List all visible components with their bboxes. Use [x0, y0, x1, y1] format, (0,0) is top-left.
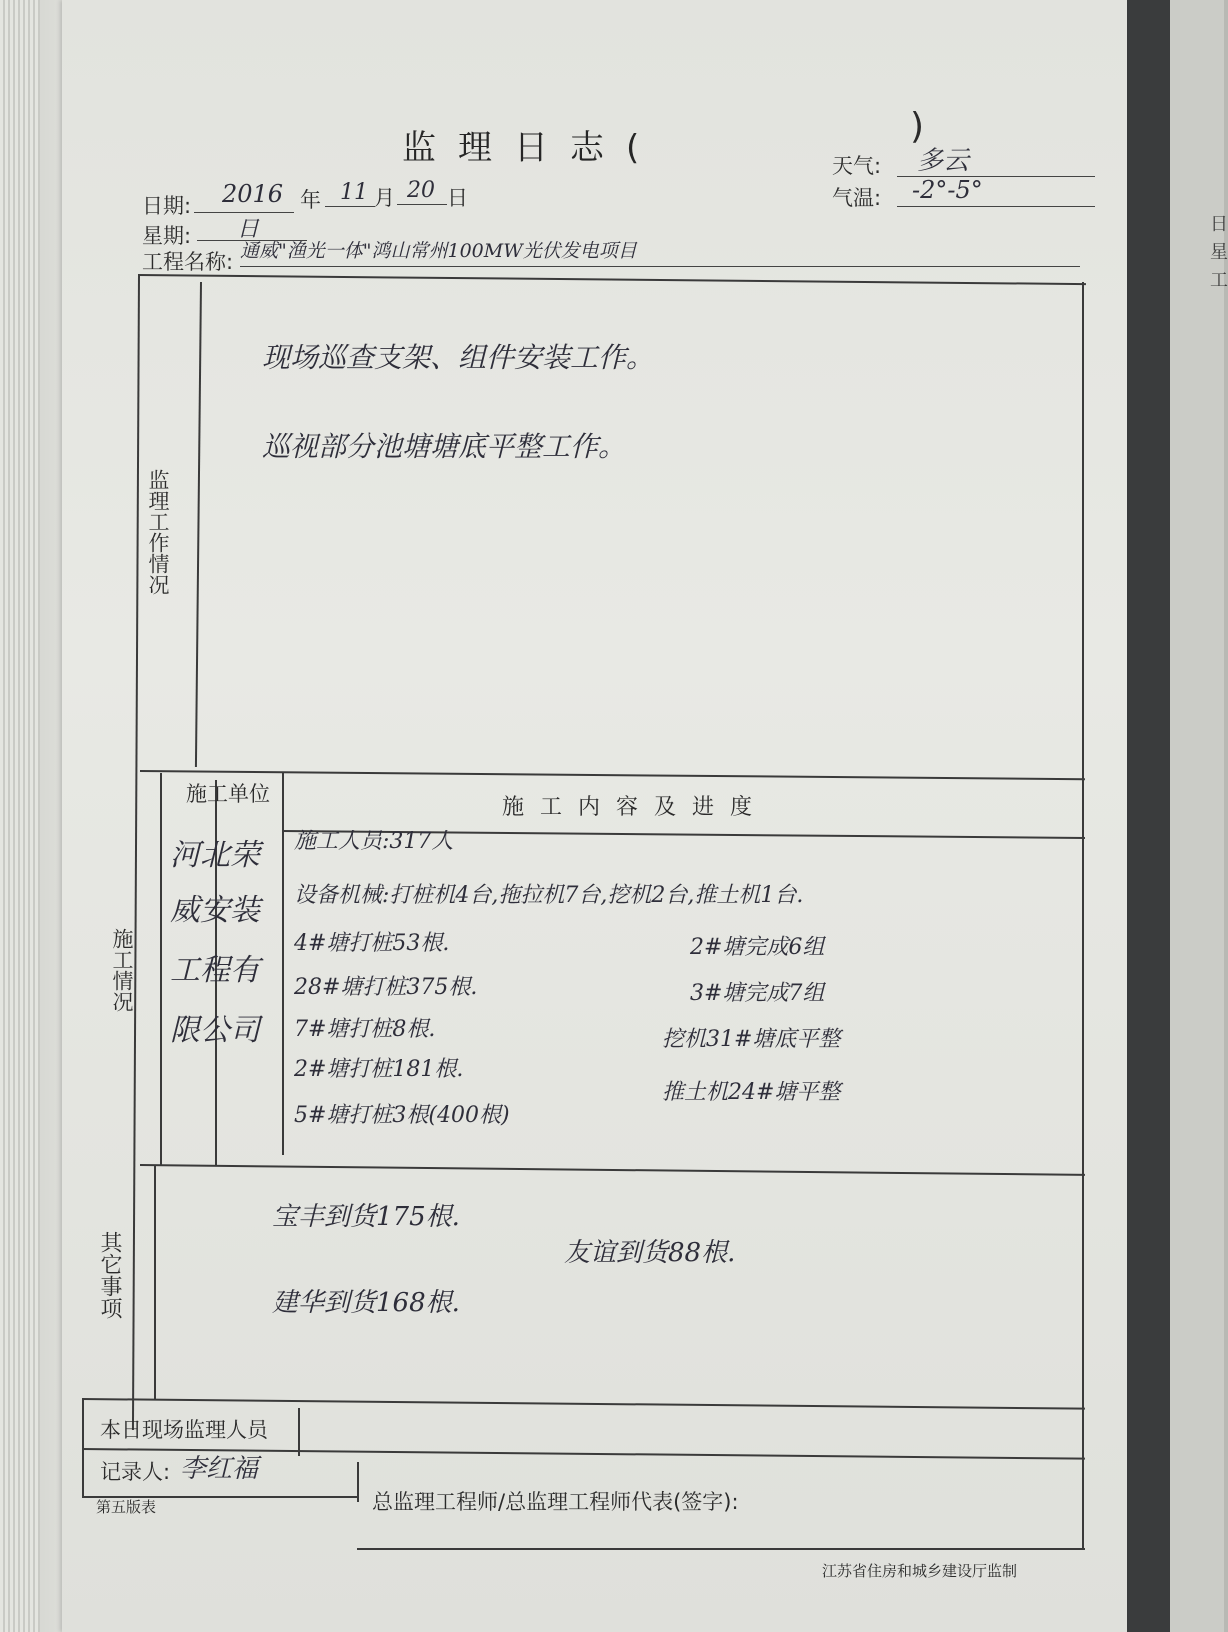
- unit-line: 工程有: [170, 953, 260, 988]
- project-value: 通威"渔光一体"鸿山常州100MW光伏发电项目: [240, 240, 637, 262]
- next-page-char: 星: [1210, 242, 1228, 263]
- stacked-page-edges: [0, 0, 40, 1632]
- progress-line: 4#塘打桩53根.: [294, 931, 450, 956]
- supervision-line: 现场巡查支架、组件安装工作。: [262, 341, 655, 374]
- chief-signature-label: 总监理工程师/总监理工程师代表(签字):: [372, 1490, 739, 1514]
- year-label: 年: [300, 188, 321, 212]
- progress-line: 设备机械:打桩机4台,拖拉机7台,挖机2台,推土机1台.: [294, 883, 804, 908]
- unit-line: 威安装: [170, 893, 260, 928]
- section-supervision-label: 监理工作情况: [146, 469, 170, 595]
- next-page-strip: [1170, 0, 1228, 1632]
- weekday-label: 星期:: [142, 224, 192, 248]
- unit-line: 河北荣: [170, 838, 260, 873]
- recorder-signature: 李红福: [180, 1454, 259, 1484]
- date-year: 2016: [222, 180, 284, 208]
- temperature-label: 气温:: [832, 186, 882, 210]
- date-month: 11: [340, 180, 368, 205]
- other-line: 宝丰到货175根.: [272, 1202, 460, 1232]
- progress-right-line: 推土机24#塘平整: [662, 1080, 841, 1105]
- project-label: 工程名称:: [142, 250, 234, 274]
- issuer-label: 江苏省住房和城乡建设厅监制: [822, 1562, 1018, 1580]
- date-day: 20: [407, 178, 435, 203]
- progress-line: 5#塘打桩3根(400根): [294, 1103, 510, 1128]
- progress-line: 2#塘打桩181根.: [294, 1057, 464, 1082]
- temperature-value: -2°-5°: [912, 176, 983, 204]
- weather-label: 天气:: [832, 154, 882, 178]
- progress-line: 7#塘打桩8根.: [294, 1017, 436, 1042]
- other-line: 建华到货168根.: [272, 1288, 460, 1318]
- next-page-char: 工: [1210, 270, 1228, 291]
- recorder-label: 记录人:: [100, 1460, 171, 1484]
- next-page-char: 日: [1210, 214, 1228, 235]
- other-right-line: 友谊到货88根.: [564, 1238, 736, 1268]
- content-header: 施工内容及进度: [502, 795, 769, 820]
- page-title: 监理日志(: [402, 128, 662, 168]
- progress-line: 28#塘打桩375根.: [294, 975, 478, 1000]
- month-label: 月: [374, 186, 395, 210]
- section-other-label: 其它事项: [97, 1231, 122, 1319]
- section-construction-label: 施工情况: [110, 928, 134, 1012]
- progress-right-line: 2#塘完成6组: [690, 935, 825, 960]
- supervision-line: 巡视部分池塘塘底平整工作。: [262, 430, 627, 463]
- progress-line: 施工人员:317人: [294, 829, 454, 854]
- edition-label: 第五版表: [96, 1498, 157, 1516]
- progress-right-line: 3#塘完成7组: [690, 981, 825, 1006]
- unit-line: 限公司: [170, 1013, 260, 1048]
- log-sheet: [62, 0, 1127, 1632]
- title-close: ): [910, 106, 925, 147]
- day-label: 日: [447, 186, 468, 210]
- date-label: 日期:: [142, 194, 192, 218]
- weather-value: 多云: [917, 146, 970, 176]
- weekday-value: 日: [237, 217, 260, 242]
- unit-header: 施工单位: [186, 782, 270, 806]
- staff-label: 本日现场监理人员: [100, 1418, 268, 1442]
- progress-right-line: 挖机31#塘底平整: [662, 1027, 841, 1052]
